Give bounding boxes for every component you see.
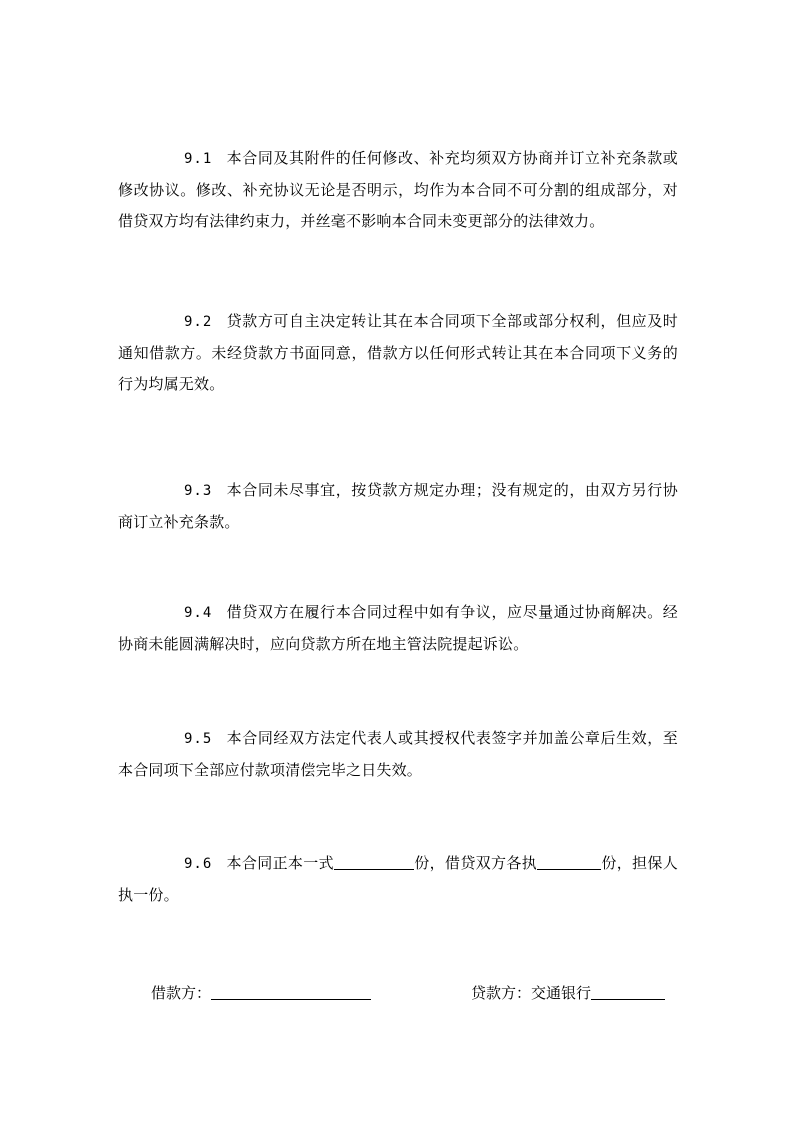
clause-9-4 [118, 597, 678, 660]
clause-number: 9.2 [184, 314, 213, 330]
lender-signature [471, 979, 665, 1007]
clause-text: 本合同及其附件的任何修改、补充均须双方协商并订立补充条款或修改协议。修改、补充协议无论是否明示，均作为本合同不可分割的组成部分，对借贷双方均有法律约束力，并丝毫不影响本合同未变更部分的法律效力。 [118, 149, 678, 230]
clause-text: 贷款方可自主决定转让其在本合同项下全部或部分权利，但应及时通知借款方。未经贷款方书面同意，借款方以任何形式转让其在本合同项下义务的行为均属无效。 [118, 312, 678, 393]
clause-number: 9.1 [184, 151, 213, 167]
lender-label: 贷款方：交通银行 [471, 984, 592, 1002]
clause-9-2 [118, 306, 678, 400]
clause-9-3 [118, 475, 678, 538]
clause-text-part2: 份，借贷双方各执 [414, 854, 538, 872]
borrower-signature [151, 979, 371, 1007]
clause-text: 本合同未尽事宜，按贷款方规定办理；没有规定的，由双方另行协商订立补充条款。 [118, 481, 678, 531]
borrower-label: 借款方： [151, 984, 212, 1002]
clause-number: 9.3 [184, 483, 213, 499]
lender-signature-line[interactable] [591, 983, 665, 1000]
clause-number: 9.4 [184, 605, 213, 621]
clause-9-5 [118, 723, 678, 786]
copies-total-blank[interactable] [334, 853, 414, 870]
clause-text-part1: 本合同正本一式 [226, 854, 335, 872]
clause-9-6 [118, 848, 678, 911]
clause-text-part3: 份，担保人执一份。 [118, 854, 678, 904]
clause-9-1 [118, 143, 678, 237]
copies-each-blank[interactable] [537, 853, 601, 870]
clause-number: 9.6 [184, 856, 213, 872]
borrower-signature-line[interactable] [211, 983, 371, 1000]
clause-text: 借贷双方在履行本合同过程中如有争议，应尽量通过协商解决。经协商未能圆满解决时，应向贷款方所在地主管法院提起诉讼。 [118, 603, 678, 653]
clause-text: 本合同经双方法定代表人或其授权代表签字并加盖公章后生效，至本合同项下全部应付款项清偿完毕之日失效。 [118, 729, 678, 779]
clause-number: 9.5 [184, 731, 213, 747]
